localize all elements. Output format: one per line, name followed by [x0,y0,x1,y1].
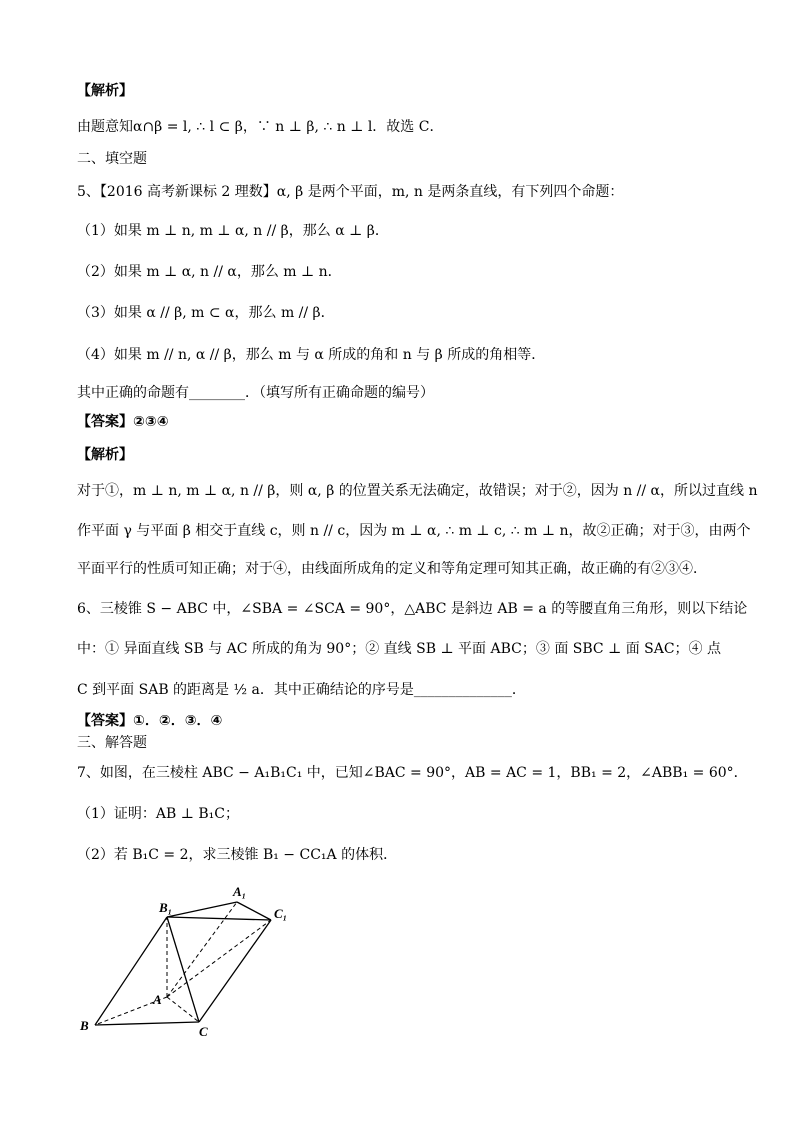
edge-B1-C1 [167,917,271,920]
text-line-1: 【解析】 [77,83,133,99]
label-C: C [199,1024,208,1039]
text-line-18: 【答案】①．②．③．④ [77,713,223,729]
prism-figure [75,880,315,1040]
text-line-3: 二、填空题 [77,151,147,167]
text-line-20: 7、如图，在三棱柱 ABC − A₁B₁C₁ 中，已知∠BAC = 90°，AB = AC = 1，BB₁ = 2，∠ABB₁ = 60°． [77,765,748,781]
text-line-16: 中：① 异面直线 SB 与 AC 所成的角为 90°；② 直线 SB ⊥ 平面 ABC；③ 面 SBC ⊥ 面 SAC；④ 点 [77,641,722,657]
edge-A-C [167,997,199,1022]
text-line-2: 由题意知α∩β = l, ∴ l ⊂ β，∵ n ⊥ β, ∴ n ⊥ l．故选 C． [77,119,444,135]
text-line-12: 对于①，m ⊥ n, m ⊥ α, n // β，则 α, β 的位置关系无法确定，故错误；对于②，因为 n // α，所以过直线 n [77,483,758,499]
text-line-19: 三、解答题 [77,735,147,751]
label-A: A [153,992,162,1007]
text-line-7: （3）如果 α // β, m ⊂ α，那么 m // β． [77,305,335,321]
text-line-11: 【解析】 [77,447,133,463]
edge-A1-C1 [237,902,271,920]
edge-B1-C [167,917,199,1022]
text-line-17: C 到平面 SAB 的距离是 ½ a．其中正确结论的序号是______________． [77,682,526,698]
text-line-6: （2）如果 m ⊥ α, n // α，那么 m ⊥ n． [77,264,342,280]
edge-C-C1 [199,920,271,1022]
text-line-8: （4）如果 m // n, α // β，那么 m 与 α 所成的角和 n 与 β 所成的角相等． [77,347,546,363]
text-line-10: 【答案】②③④ [77,414,169,430]
prism-diagram [75,880,315,1040]
label-B: B [80,1018,89,1033]
text-line-22: （2）若 B₁C = 2，求三棱锥 B₁ − CC₁A 的体积． [77,847,398,863]
label-A1: A₁ [233,884,247,899]
label-B1: B₁ [159,900,173,915]
edge-B1-A1 [167,902,237,917]
text-line-14: 平面平行的性质可知正确；对于④，由线面所成角的定义和等角定理可知其正确，故正确的有②③④． [77,561,707,577]
edge-B-B1 [95,917,167,1025]
label-C1: C₁ [274,906,288,921]
text-line-15: 6、三棱锥 S − ABC 中，∠SBA = ∠SCA = 90°，△ABC 是斜边 AB = a 的等腰直角三角形，则以下结论 [77,601,748,617]
edge-B-C [95,1022,199,1025]
text-line-4: 5、【2016 高考新课标 2 理数】α, β 是两个平面，m, n 是两条直线，有下列四个命题： [77,184,624,200]
text-line-13: 作平面 γ 与平面 β 相交于直线 c，则 n // c，因为 m ⊥ α, ∴ m ⊥ c, ∴ m ⊥ n，故②正确；对于③，由两个 [77,523,751,539]
edge-A-C1 [167,920,271,997]
text-line-21: （1）证明：AB ⊥ B₁C； [77,806,239,822]
text-line-9: 其中正确的命题有________．（填写所有正确命题的编号） [77,385,434,401]
text-line-5: （1）如果 m ⊥ n, m ⊥ α, n // β，那么 α ⊥ β． [77,223,389,239]
